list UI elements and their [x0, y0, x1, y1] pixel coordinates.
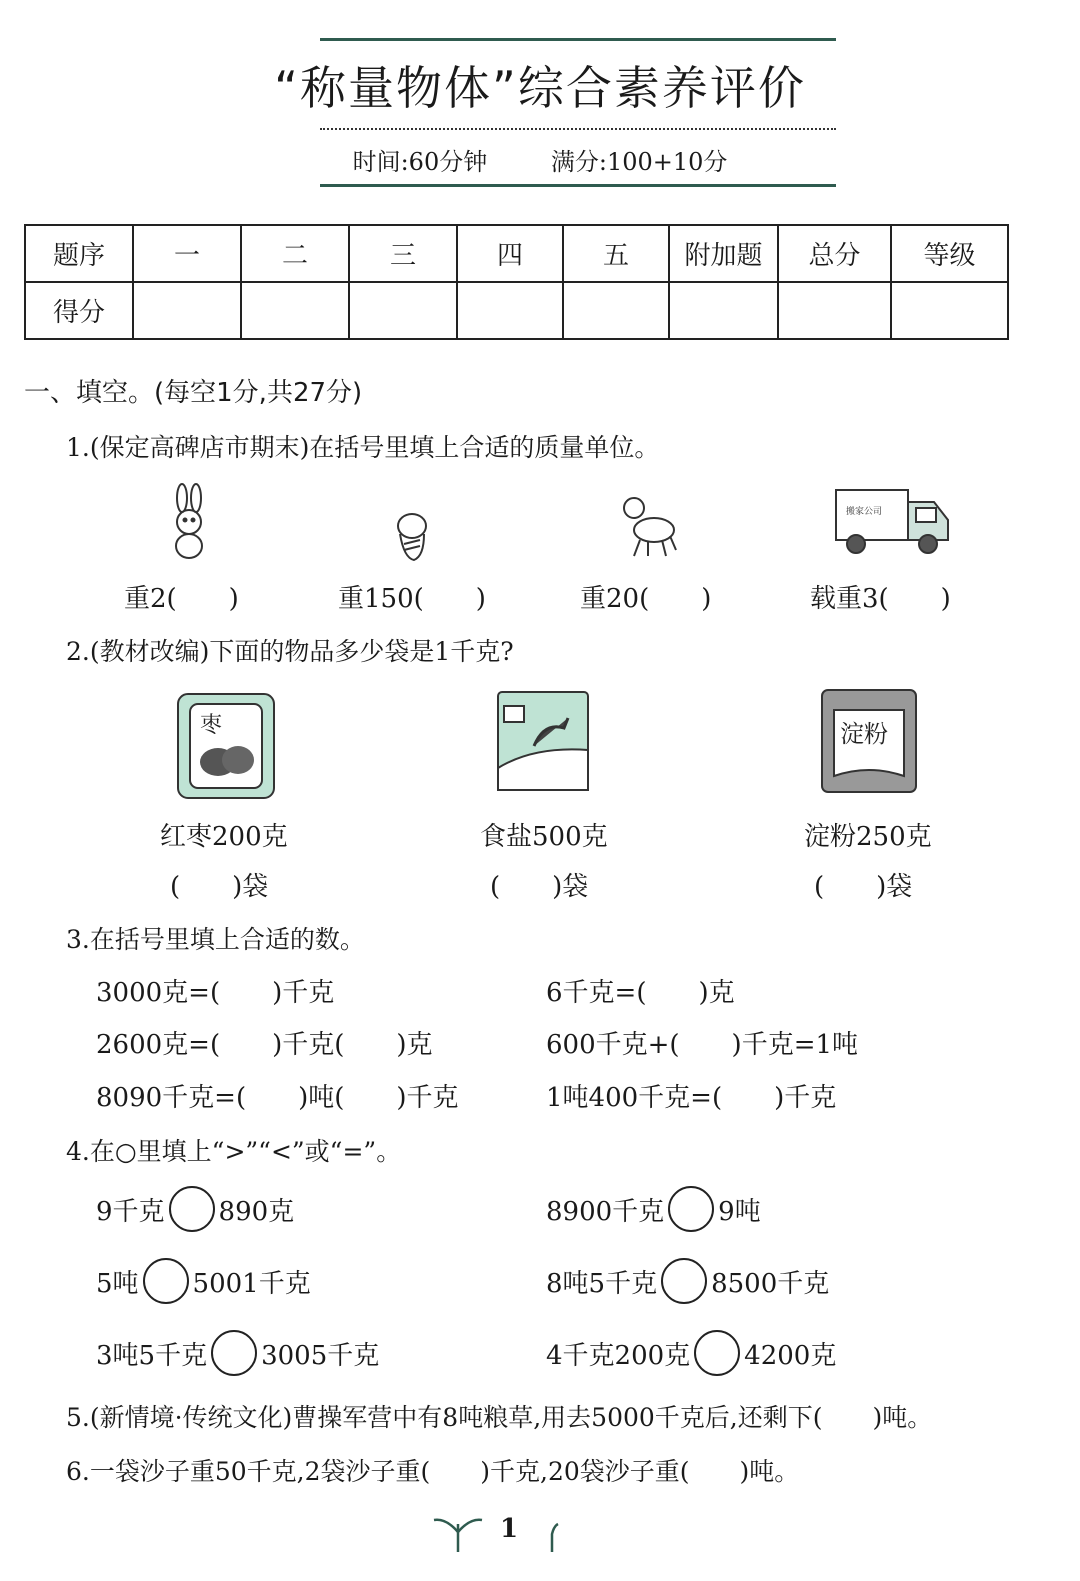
question-1-text: 1.(保定高碑店市期末)在括号里填上合适的质量单位。 [66, 433, 660, 462]
compare-circle[interactable] [169, 1186, 215, 1232]
compare-circle[interactable] [661, 1258, 707, 1304]
q2-blank-dates[interactable]: ( )袋 [170, 872, 269, 902]
q2-item-starch: 淀粉250克 [804, 822, 932, 852]
q3-right-3[interactable]: 1吨400千克=( )千克 [546, 1083, 837, 1113]
compare-right-value: 5001千克 [192, 1268, 311, 1299]
q1-blank-goat[interactable]: 重20( ) [580, 584, 712, 614]
question-5-text[interactable]: 5.(新情境·传统文化)曹操军营中有8吨粮草,用去5000千克后,还剩下( )吨。 [66, 1403, 933, 1432]
hamster-icon [390, 504, 436, 564]
score-entry-cell[interactable] [457, 282, 563, 339]
q3-left-2[interactable]: 2600克=( )千克( )克 [96, 1030, 433, 1060]
table-cell: 三 [349, 225, 457, 282]
q4-left-3 [96, 1330, 379, 1376]
compare-circle[interactable] [668, 1186, 714, 1232]
q2-item-salt: 食盐500克 [480, 822, 608, 852]
page-number: 1 [500, 1514, 519, 1544]
score-table-header-row [25, 225, 1008, 282]
dates-bag-label: 枣 [200, 713, 223, 738]
q3-right-2[interactable]: 600千克+( )千克=1吨 [546, 1030, 859, 1060]
compare-left-value: 9千克 [96, 1196, 165, 1227]
score-entry-cell[interactable] [891, 282, 1008, 339]
compare-left-value: 8吨5千克 [546, 1268, 658, 1299]
table-cell: 得分 [25, 282, 133, 339]
table-cell: 等级 [891, 225, 1008, 282]
table-cell: 附加题 [669, 225, 778, 282]
starch-bag-icon [816, 686, 922, 796]
score-entry-cell[interactable] [241, 282, 349, 339]
exam-full-score: 满分:100+10分 [550, 148, 728, 176]
compare-left-value: 8900千克 [546, 1196, 665, 1227]
q1-blank-rabbit[interactable]: 重2( ) [124, 584, 239, 614]
goat-icon [618, 492, 682, 562]
title-bottom-rule [320, 184, 836, 187]
q1-blank-hamster[interactable]: 重150( ) [338, 584, 486, 614]
q4-right-2 [546, 1258, 829, 1304]
score-entry-cell[interactable] [133, 282, 241, 339]
q4-right-1 [546, 1186, 761, 1232]
dates-bag-icon [174, 690, 278, 802]
table-cell: 总分 [778, 225, 891, 282]
table-cell: 二 [241, 225, 349, 282]
question-6-text[interactable]: 6.一袋沙子重50千克,2袋沙子重( )千克,20袋沙子重( )吨。 [66, 1457, 800, 1486]
compare-circle[interactable] [694, 1330, 740, 1376]
q3-left-3[interactable]: 8090千克=( )吨( )千克 [96, 1083, 459, 1113]
title-dotted-rule [320, 128, 836, 130]
score-entry-cell[interactable] [349, 282, 457, 339]
compare-left-value: 3吨5千克 [96, 1340, 208, 1371]
q4-left-1 [96, 1186, 294, 1232]
compare-circle[interactable] [211, 1330, 257, 1376]
truck-icon [834, 488, 950, 558]
compare-right-value: 4200克 [744, 1340, 837, 1371]
q4-right-3 [546, 1330, 836, 1376]
q2-blank-salt[interactable]: ( )袋 [490, 872, 589, 902]
table-cell: 四 [457, 225, 563, 282]
q2-blank-starch[interactable]: ( )袋 [814, 872, 913, 902]
score-table-score-row [25, 282, 1008, 339]
score-table [24, 224, 1009, 340]
q2-item-dates: 红枣200克 [160, 822, 288, 852]
compare-left-value: 4千克200克 [546, 1340, 691, 1371]
title-top-rule [320, 38, 836, 41]
truck-label: 搬家公司 [846, 507, 883, 517]
compare-right-value: 8500千克 [711, 1268, 830, 1299]
table-cell: 五 [563, 225, 669, 282]
score-entry-cell[interactable] [778, 282, 891, 339]
table-cell: 题序 [25, 225, 133, 282]
rabbit-icon [160, 482, 216, 562]
compare-circle[interactable] [143, 1258, 189, 1304]
compare-right-value: 9吨 [718, 1196, 761, 1227]
starch-bag-label: 淀粉 [840, 720, 888, 748]
question-3-text: 3.在括号里填上合适的数。 [66, 925, 365, 954]
exam-time: 时间:60分钟 [352, 148, 488, 176]
page-title: “称量物体”综合素养评价 [274, 61, 806, 115]
q3-left-1[interactable]: 3000克=( )千克 [96, 978, 335, 1008]
section-heading: 一、填空。(每空1分,共27分) [24, 378, 363, 408]
score-entry-cell[interactable] [563, 282, 669, 339]
question-2-text: 2.(教材改编)下面的物品多少袋是1千克? [66, 637, 514, 666]
compare-right-value: 890克 [218, 1196, 295, 1227]
compare-left-value: 5吨 [96, 1268, 139, 1299]
q4-left-2 [96, 1258, 311, 1304]
exam-meta [0, 142, 1080, 177]
table-cell: 一 [133, 225, 241, 282]
q1-blank-truck[interactable]: 载重3( ) [810, 584, 951, 614]
question-4-text: 4.在○里填上“>”“<”或“=”。 [66, 1137, 402, 1166]
score-entry-cell[interactable] [669, 282, 778, 339]
compare-right-value: 3005千克 [261, 1340, 380, 1371]
salt-bag-icon [494, 688, 592, 794]
q3-right-1[interactable]: 6千克=( )克 [546, 978, 735, 1008]
